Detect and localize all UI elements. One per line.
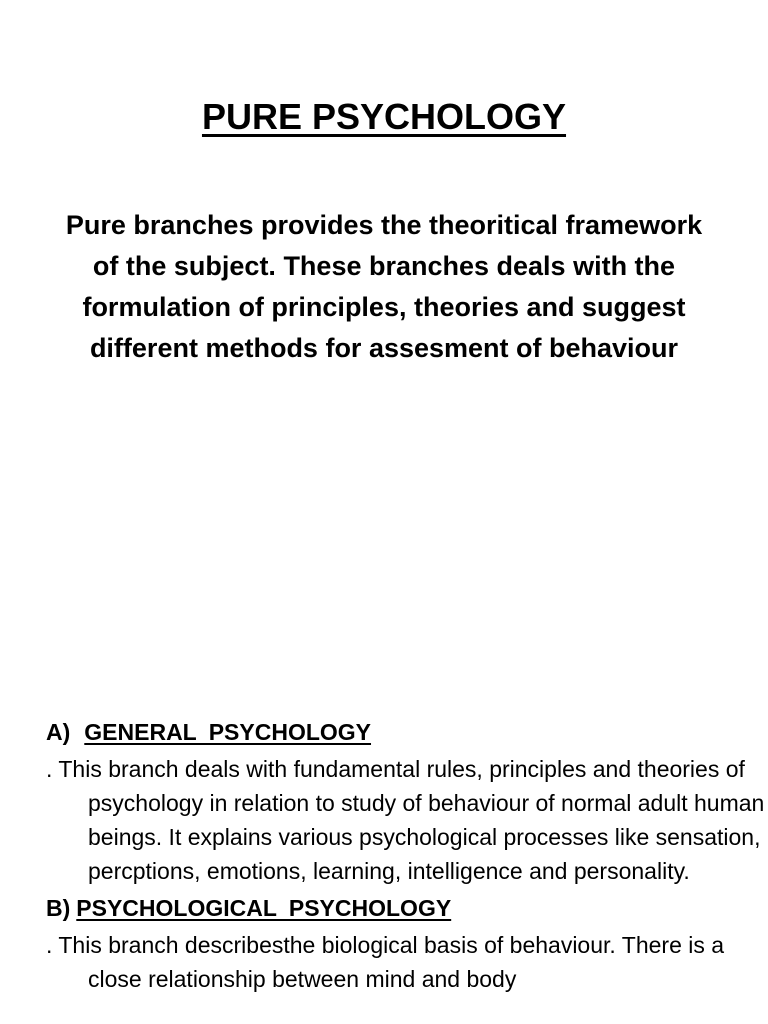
section-title: GENERAL PSYCHOLOGY [84, 719, 372, 745]
section-letter: B) [46, 895, 71, 921]
section-letter: A) [46, 719, 71, 745]
section-body: . This branch deals with fundamental rules, principles and theories of psychology in relation to study of behaviour of normal adult human beings. It explains various psychological processes like sensation, percptions, emotions, learning, intelligence and personality. [46, 756, 765, 884]
section-general-psychology [46, 714, 765, 888]
section-heading [46, 890, 746, 926]
page-title: PURE PSYCHOLOGY [201, 96, 567, 137]
section-body: . This branch describesthe biological basis of behaviour. There is a close relationship between mind and body [46, 932, 725, 992]
sections-list [46, 714, 765, 998]
intro-paragraph: Pure branches provides the theoritical framework of the subject. These branches deals with the formulation of principles, theories and suggest different methods for assesment of behaviour [65, 210, 703, 363]
section-psychological-psychology [46, 890, 746, 996]
section-title: PSYCHOLOGICAL PSYCHOLOGY [76, 895, 452, 921]
section-heading [46, 714, 746, 750]
